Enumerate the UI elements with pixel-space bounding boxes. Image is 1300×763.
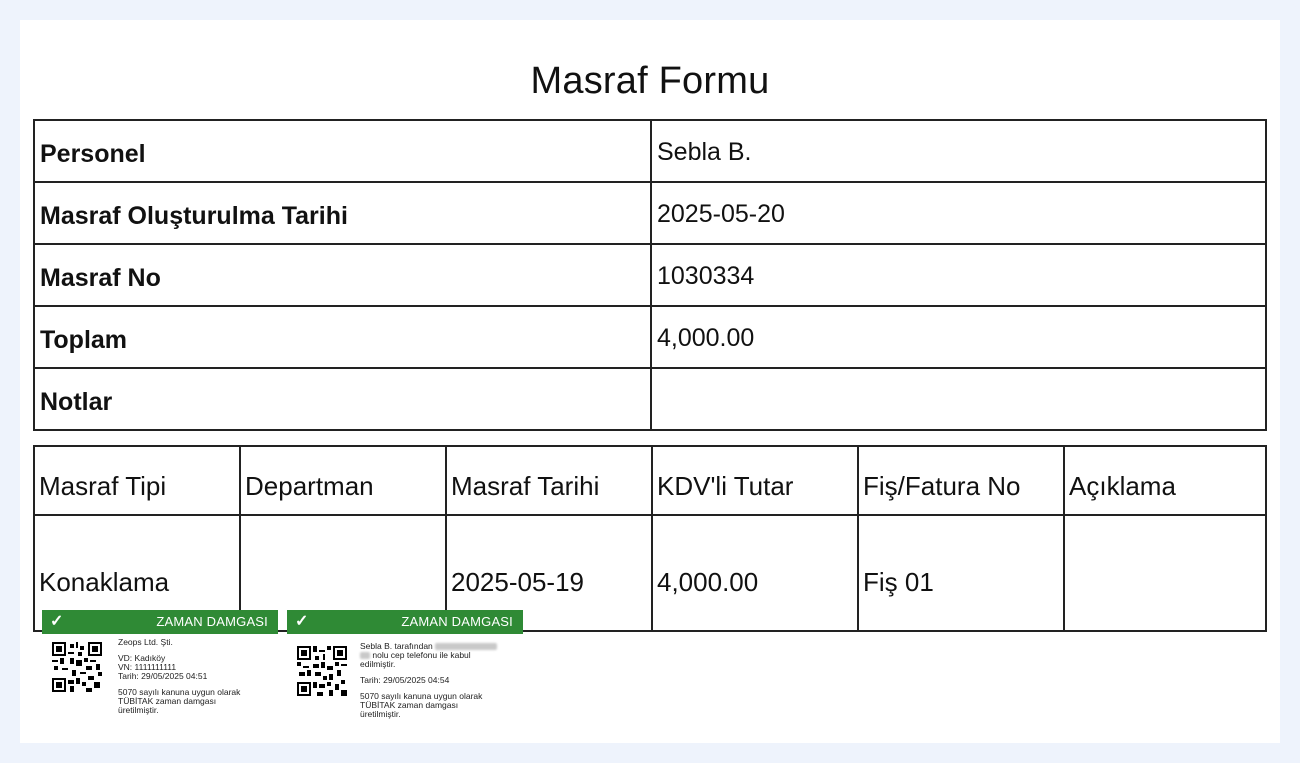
- stamp-title: ZAMAN DAMGASI: [156, 614, 268, 629]
- column-header: Departman: [240, 446, 446, 515]
- info-row-personel: [34, 120, 1266, 182]
- info-row-notes: [34, 368, 1266, 430]
- info-value: 4,000.00: [651, 306, 1266, 368]
- stamp-legal: üretilmiştir.: [360, 709, 401, 719]
- qr-code-icon: [297, 646, 347, 696]
- info-label: Masraf No: [34, 244, 651, 306]
- column-header: Masraf Tarihi: [446, 446, 652, 515]
- column-header: KDV'li Tutar: [652, 446, 858, 515]
- check-icon: ✓: [295, 613, 309, 630]
- info-label: Notlar: [34, 368, 651, 430]
- redacted-phone: [435, 643, 497, 650]
- info-label: Toplam: [34, 306, 651, 368]
- info-value: Sebla B.: [651, 120, 1266, 182]
- stamp-legal: üretilmiştir.: [118, 705, 159, 715]
- stamp-text-line: edilmiştir.: [360, 659, 396, 669]
- stamp-tax-number: VN: 1111111111: [118, 662, 177, 672]
- stamp-header: [287, 610, 523, 634]
- stamp-date: Tarih: 29/05/2025 04:51: [118, 671, 208, 681]
- stamp-text-line: Sebla B. tarafından: [360, 641, 433, 651]
- stamp-header: [42, 610, 278, 634]
- column-header: Masraf Tipi: [34, 446, 240, 515]
- table-cell: Konaklama: [34, 515, 240, 631]
- info-table: [33, 119, 1267, 431]
- stamp-legal: 5070 sayılı kanuna uygun olarak: [118, 687, 241, 697]
- expense-items-table: [33, 445, 1267, 632]
- stamp-title: ZAMAN DAMGASI: [401, 614, 513, 629]
- redacted-phone: [360, 652, 370, 659]
- table-cell: 4,000.00: [652, 515, 858, 631]
- stamp-details: [360, 642, 520, 719]
- info-row-total: [34, 306, 1266, 368]
- info-row-created-date: [34, 182, 1266, 244]
- info-label: Masraf Oluşturulma Tarihi: [34, 182, 651, 244]
- stamp-legal: TÜBİTAK zaman damgası: [360, 700, 459, 710]
- info-value: 1030334: [651, 244, 1266, 306]
- info-value: 2025-05-20: [651, 182, 1266, 244]
- stamp-company: Zeops Ltd. Şti.: [118, 637, 173, 647]
- stamp-date: Tarih: 29/05/2025 04:54: [360, 675, 450, 685]
- table-header-row: [34, 446, 1266, 515]
- info-label: Personel: [34, 120, 651, 182]
- expense-form-sheet: [20, 20, 1280, 743]
- check-icon: ✓: [50, 613, 64, 630]
- stamp-text-line: nolu cep telefonu ile kabul: [372, 650, 471, 660]
- qr-code-icon: [52, 642, 102, 692]
- info-value: [651, 368, 1266, 430]
- table-cell: [1064, 515, 1266, 631]
- stamp-tax-office: VD: Kadıköy: [118, 653, 166, 663]
- timestamp-stamp: [287, 610, 523, 750]
- timestamp-stamp: [42, 610, 278, 750]
- table-cell: 2025-05-19: [446, 515, 652, 631]
- table-cell: Fiş 01: [858, 515, 1064, 631]
- column-header: Açıklama: [1064, 446, 1266, 515]
- column-header: Fiş/Fatura No: [858, 446, 1064, 515]
- stamp-legal: TÜBİTAK zaman damgası: [118, 696, 217, 706]
- stamp-legal: 5070 sayılı kanuna uygun olarak: [360, 691, 483, 701]
- page-title: Masraf Formu: [530, 60, 770, 102]
- info-row-expense-no: [34, 244, 1266, 306]
- stamp-details: [118, 638, 278, 715]
